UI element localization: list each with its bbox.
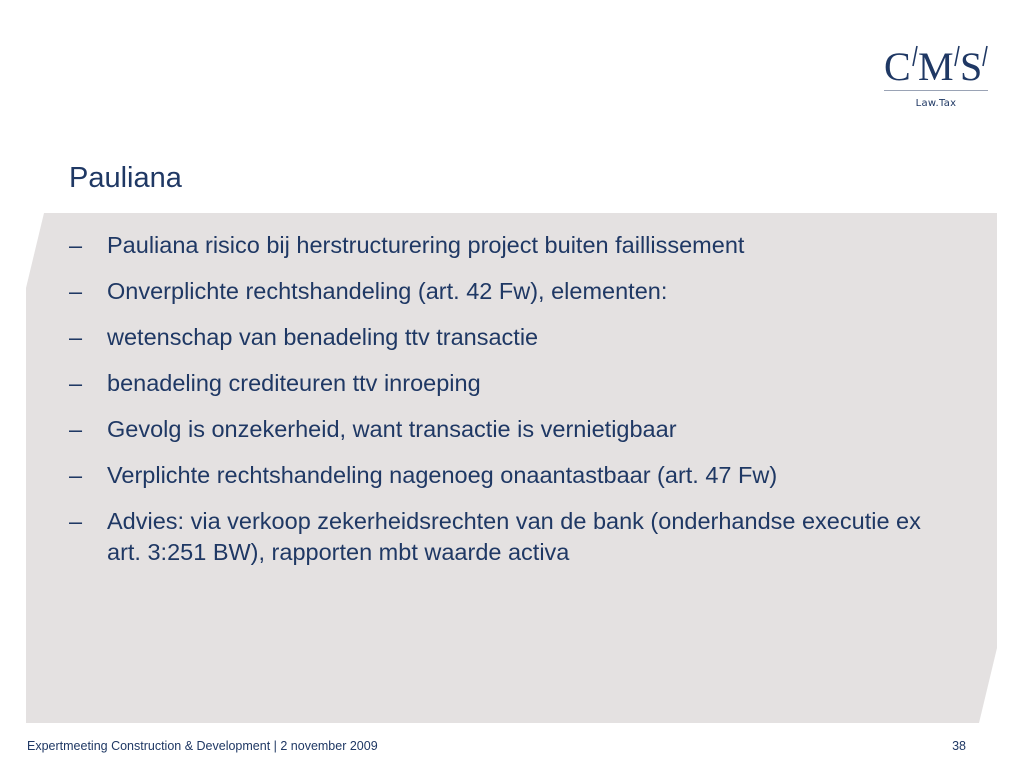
list-item: [69, 276, 959, 307]
footer-text: Expertmeeting Construction & Development | 2 november 2009: [27, 739, 378, 753]
logo-divider: [884, 90, 988, 91]
svg-text:S: S: [960, 44, 983, 88]
bullet-text: Pauliana risico bij herstructurering project buiten faillissement: [107, 232, 745, 258]
cms-logo: [882, 40, 990, 116]
bullet-text: Verplichte rechtshandeling nagenoeg onaantastbaar (art. 47 Fw): [107, 462, 778, 488]
logo-tagline: Law.Tax: [915, 98, 957, 109]
bullet-list: [69, 230, 959, 583]
bullet-dash: –: [69, 370, 83, 396]
page-number: 38: [952, 739, 966, 753]
slide-title: Pauliana: [69, 162, 182, 194]
list-item: [69, 230, 959, 261]
bullet-dash: –: [69, 508, 83, 534]
svg-text:M: M: [918, 44, 954, 88]
list-item: [69, 414, 959, 445]
list-item: [69, 460, 959, 491]
bullet-dash: –: [69, 462, 83, 488]
list-item: [69, 506, 959, 568]
bullet-text: Gevolg is onzekerheid, want transactie is vernietigbaar: [107, 416, 677, 442]
bullet-dash: –: [69, 232, 83, 258]
bullet-dash: –: [69, 416, 83, 442]
bullet-text: benadeling crediteuren ttv inroeping: [107, 370, 481, 396]
cms-wordmark: [882, 40, 990, 88]
bullet-text: Advies: via verkoop zekerheidsrechten van de bank (onderhandse executie ex art. 3:251 BW), rapporten mbt waarde activa: [107, 508, 921, 565]
list-item: [69, 322, 959, 353]
svg-text:C: C: [884, 44, 911, 88]
bullet-dash: –: [69, 278, 83, 304]
bullet-dash: –: [69, 324, 83, 350]
list-item: [69, 368, 959, 399]
bullet-text: wetenschap van benadeling ttv transactie: [107, 324, 539, 350]
bullet-text: Onverplichte rechtshandeling (art. 42 Fw), elementen:: [107, 278, 668, 304]
